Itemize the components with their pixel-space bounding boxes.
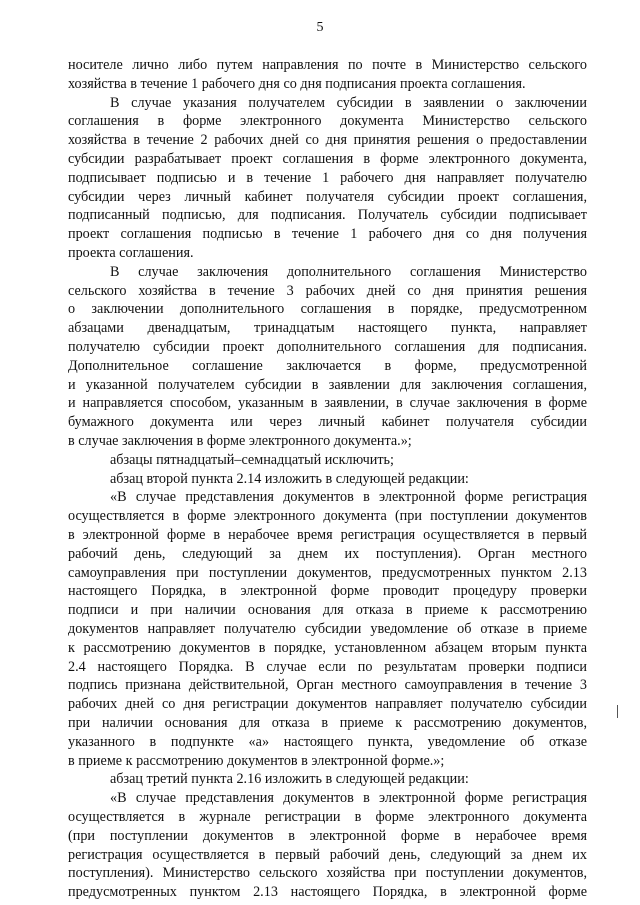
text-line: проект соглашения подписью в течение 1 рабочего дня со дня получения (68, 226, 587, 243)
text-line: и указанной получателем субсидии в заявлении для заключения соглашения, (68, 376, 587, 393)
text-line: В случае заключения дополнительного соглашения Министерство (110, 263, 587, 280)
text-line: хозяйства в течение 1 рабочего дня со дня подписания проекта соглашения. (68, 75, 526, 92)
text-line: рабочих дней со дня регистрации документов направляет получателю субсидии (68, 696, 587, 713)
text-line: к рассмотрению документов в порядке, установленном абзацем вторым пункта (68, 639, 587, 656)
text-line: поступления). Министерство сельского хозяйства при поступлении документов, (68, 865, 587, 882)
text-line: осуществляется в журнале регистрации в форме электронного документа (68, 809, 587, 825)
text-line: соглашения в форме электронного документа Министерство сельского (68, 113, 587, 130)
text-line: предусмотренных пунктом 2.13 настоящего Порядка, в электронной форме (68, 884, 587, 901)
text-line: о заключении дополнительного соглашения в порядке, предусмотренном (68, 301, 587, 318)
text-line: получателю субсидии проект дополнительного соглашения для подписания. (68, 339, 587, 355)
text-line: абзацы пятнадцатый–семнадцатый исключить; (110, 451, 394, 468)
text-line: подписи и при наличии основания для отказа в приеме к рассмотрению (68, 602, 587, 619)
text-line: при наличии основания для отказа в приеме к рассмотрению документов, (68, 715, 587, 731)
text-line: в электронной форме в нерабочее время регистрация осуществляется в первый (68, 527, 587, 543)
text-line: «В случае представления документов в электронной форме регистрация (110, 489, 587, 506)
text-line: и направляется способом, указанным в заявлении, в случае заключения в форме (68, 395, 587, 412)
page-number: 5 (316, 20, 324, 35)
text-line: подпись признана действительной, Орган местного самоуправления в течение 3 (68, 677, 587, 694)
text-line: сельского хозяйства в течение 3 рабочих дней со дня принятия решения (68, 282, 587, 299)
text-line: субсидии разрабатывает проект соглашения в форме электронного документа, (68, 151, 587, 167)
margin-mark (617, 705, 618, 718)
text-line: «В случае представления документов в электронной форме регистрация (110, 790, 587, 807)
text-line: документов направляет получателю субсидии уведомление об отказе в приеме (68, 621, 587, 637)
text-line: рабочий день, следующий за днем их поступления). Орган местного (68, 545, 587, 562)
text-line: абзацами двенадцатым, тринадцатым настоящего пункта, направляет (68, 320, 587, 337)
text-line: в приеме к рассмотрению документов в электронной форме.»; (68, 752, 445, 769)
text-line: носителе лично либо путем направления по почте в Министерство сельского (68, 57, 587, 73)
text-line: в случае заключения в форме электронного документа.»; (68, 433, 412, 449)
text-line: бумажного документа или через личный кабинет получателя субсидии (68, 414, 587, 431)
text-line: субсидии через личный кабинет получателя субсидии проект соглашения, (68, 188, 587, 205)
text-line: абзац второй пункта 2.14 изложить в следующей редакции: (110, 470, 469, 487)
text-line: 2.4 настоящего Порядка. В случае если по результатам проверки подписи (68, 658, 587, 675)
text-line: настоящего Порядка, в электронной форме проводит процедуру проверки (68, 583, 587, 600)
text-line: абзац третий пункта 2.16 изложить в следующей редакции: (110, 771, 469, 788)
text-line: проекта соглашения. (68, 245, 194, 261)
text-line: указанного в подпункте «а» настоящего пункта, уведомление об отказе (68, 733, 587, 750)
text-line: (при поступлении документов в электронной форме в нерабочее время (68, 827, 587, 844)
text-line: Дополнительное соглашение заключается в форме, предусмотренной (68, 357, 587, 374)
text-line: осуществляется в форме электронного документа (при поступлении документов (68, 508, 587, 525)
text-line: регистрация осуществляется в первый рабочий день, следующий за днем их (68, 846, 587, 863)
text-line: подписанный подписью, для подписания. Получатель субсидии подписывает (68, 207, 587, 224)
text-line: хозяйства в течение 2 рабочих дней со дня принятия решения о предоставлении (68, 132, 587, 149)
text-line: самоуправления при поступлении документов, предусмотренных пунктом 2.13 (68, 564, 587, 581)
text-line: подписывает подписью и в течение 1 рабочего дня направляет получателю (68, 169, 587, 186)
text-line: В случае указания получателем субсидии в заявлении о заключении (110, 94, 587, 111)
